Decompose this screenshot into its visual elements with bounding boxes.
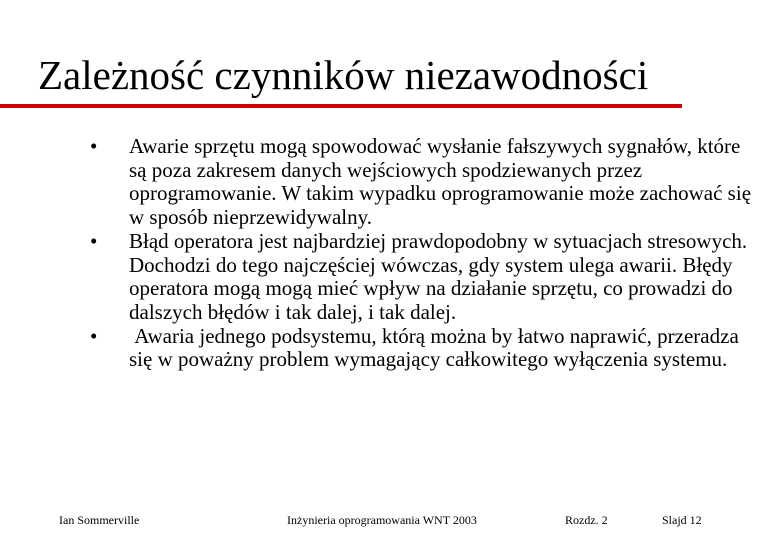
footer-course: Inżynieria oprogramowania WNT 2003: [287, 513, 477, 527]
bullet-icon: •: [90, 323, 98, 348]
footer-author: Ian Sommerville: [59, 513, 140, 527]
bullet-list: [90, 135, 760, 372]
footer-slide-number: Slajd 12: [662, 513, 702, 527]
bullet-icon: •: [90, 134, 98, 158]
title-underline: [0, 104, 682, 108]
slide-title: Zależność czynników niezawodności: [38, 52, 649, 98]
bullet-item: [90, 135, 760, 230]
bullet-item: [90, 230, 760, 325]
bullet-text: Awaria jednego podsystemu, którą można by łatwo naprawić, przeradza się w poważny problem wymagający całkowitego wyłączenia systemu.: [129, 323, 745, 372]
bullet-text: Awarie sprzętu mogą spowodować wysłanie fałszywych sygnałów, które są poza zakresem danych wejściowych spodziewanych przez oprogramowanie. W takim wypadku oprogramowanie może zachować się w sposób nieprzewidywalny.: [129, 134, 752, 230]
footer-chapter: Rozdz. 2: [565, 513, 608, 527]
bullet-item: [90, 325, 760, 372]
bullet-icon: •: [90, 228, 98, 253]
bullet-text: Błąd operatora jest najbardziej prawdopodobny w sytuacjach stresowych. Dochodzi do tego najczęściej wówczas, gdy system ulega awarii. Błędy operatora mogą mogą mieć wpływ na działanie sprzętu, co prowadzi do dalszych błędów i tak dalej, i tak dalej.: [129, 228, 748, 324]
